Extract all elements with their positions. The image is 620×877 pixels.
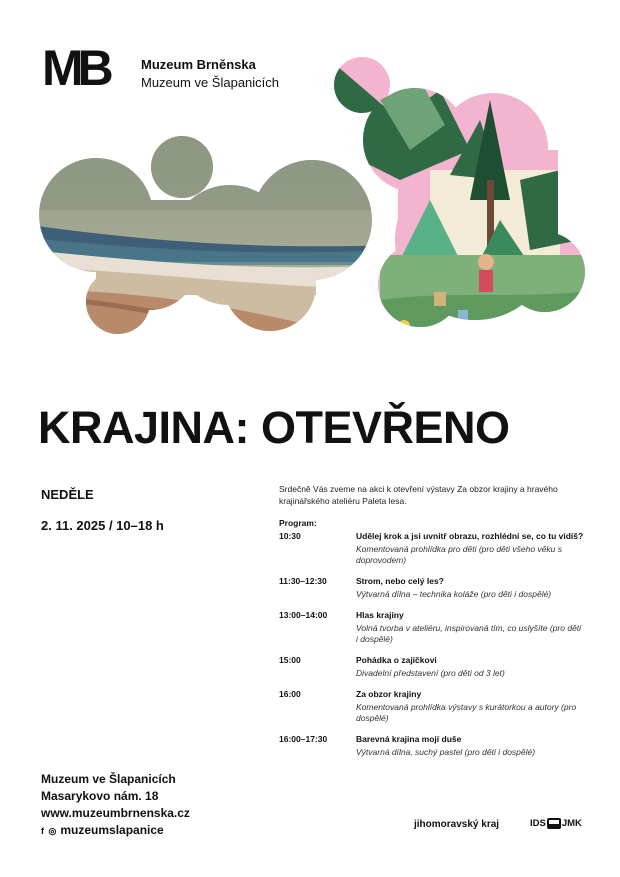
program-description: Komentovaná prohlídka pro děti (pro děti všeho věku s doprovodem) xyxy=(356,544,563,565)
logo-mark: MB xyxy=(42,40,108,96)
program-item xyxy=(279,610,599,645)
logo-museum-name: Muzeum Brněnska xyxy=(141,57,256,72)
event-day: NEDĚLE xyxy=(41,487,94,502)
facebook-instagram-icon[interactable]: f ◎ xyxy=(41,826,58,836)
program-time: 16:00 xyxy=(279,689,301,699)
program-label: Program: xyxy=(279,518,317,528)
program-item xyxy=(279,531,599,566)
program-description: Volná tvorba v ateliéru, inspirovaná tím, co uslyšíte (pro děti i dospělé) xyxy=(356,623,582,644)
program-item xyxy=(279,734,599,758)
ids-jmk-logo xyxy=(530,818,582,829)
program-time: 10:30 xyxy=(279,531,301,541)
program-description: Výtvarná dílna, suchý pastel (pro děti i dospělé) xyxy=(356,747,536,757)
program-name: Udělej krok a jsi uvnitř obrazu, rozhlédni se, co tu vidíš? xyxy=(356,531,584,541)
jmk-text: JMK xyxy=(561,818,582,829)
museum-address xyxy=(41,771,190,840)
program-description: Výtvarná dílna – technika koláže (pro děti i dospělé) xyxy=(356,589,552,599)
program-name: Hlas krajiny xyxy=(356,610,404,620)
landscape-painting-image xyxy=(30,130,390,350)
museum-name: Muzeum ve Šlapanicích xyxy=(41,772,176,786)
program-time: 11:30–12:30 xyxy=(279,576,327,586)
program-description: Komentovaná prohlídka výstavy s kurátorkou a autory (pro dospělé) xyxy=(356,702,577,723)
ids-text: IDS xyxy=(530,818,546,829)
program-item xyxy=(279,576,599,600)
program-item xyxy=(279,689,599,724)
program-name: Barevná krajina mojí duše xyxy=(356,734,462,744)
program-name: Strom, nebo celý les? xyxy=(356,576,444,586)
program-description: Divadelní představení (pro děti od 3 let) xyxy=(356,668,505,678)
social-handle[interactable]: muzeumslapanice xyxy=(60,823,164,837)
logo-museum-subtitle: Muzeum ve Šlapanicích xyxy=(141,75,280,90)
museum-street: Masarykovo nám. 18 xyxy=(41,789,159,803)
program-item xyxy=(279,655,599,679)
intro-text: Srdečně Vás zveme na akci k otevření výstavy Za obzor krajiny a hravého krajinářského ateliéru Paleta lesa. xyxy=(279,484,558,506)
program-time: 13:00–14:00 xyxy=(279,610,328,620)
program-time: 16:00–17:30 xyxy=(279,734,328,744)
program-list xyxy=(279,531,599,768)
program-name: Za obzor krajiny xyxy=(356,689,422,699)
program-time: 15:00 xyxy=(279,655,301,665)
event-title: KRAJINA: OTEVŘENO xyxy=(38,402,510,453)
social-line xyxy=(41,822,190,840)
program-name: Pohádka o zajíčkovi xyxy=(356,655,437,665)
tram-icon xyxy=(547,818,561,829)
event-date: 2. 11. 2025 / 10–18 h xyxy=(41,518,164,533)
website-link[interactable]: www.muzeumbrnenska.cz xyxy=(41,806,190,820)
illustration-artwork xyxy=(0,0,620,380)
jihomoravsky-kraj-logo: jihomoravský kraj xyxy=(414,819,500,830)
